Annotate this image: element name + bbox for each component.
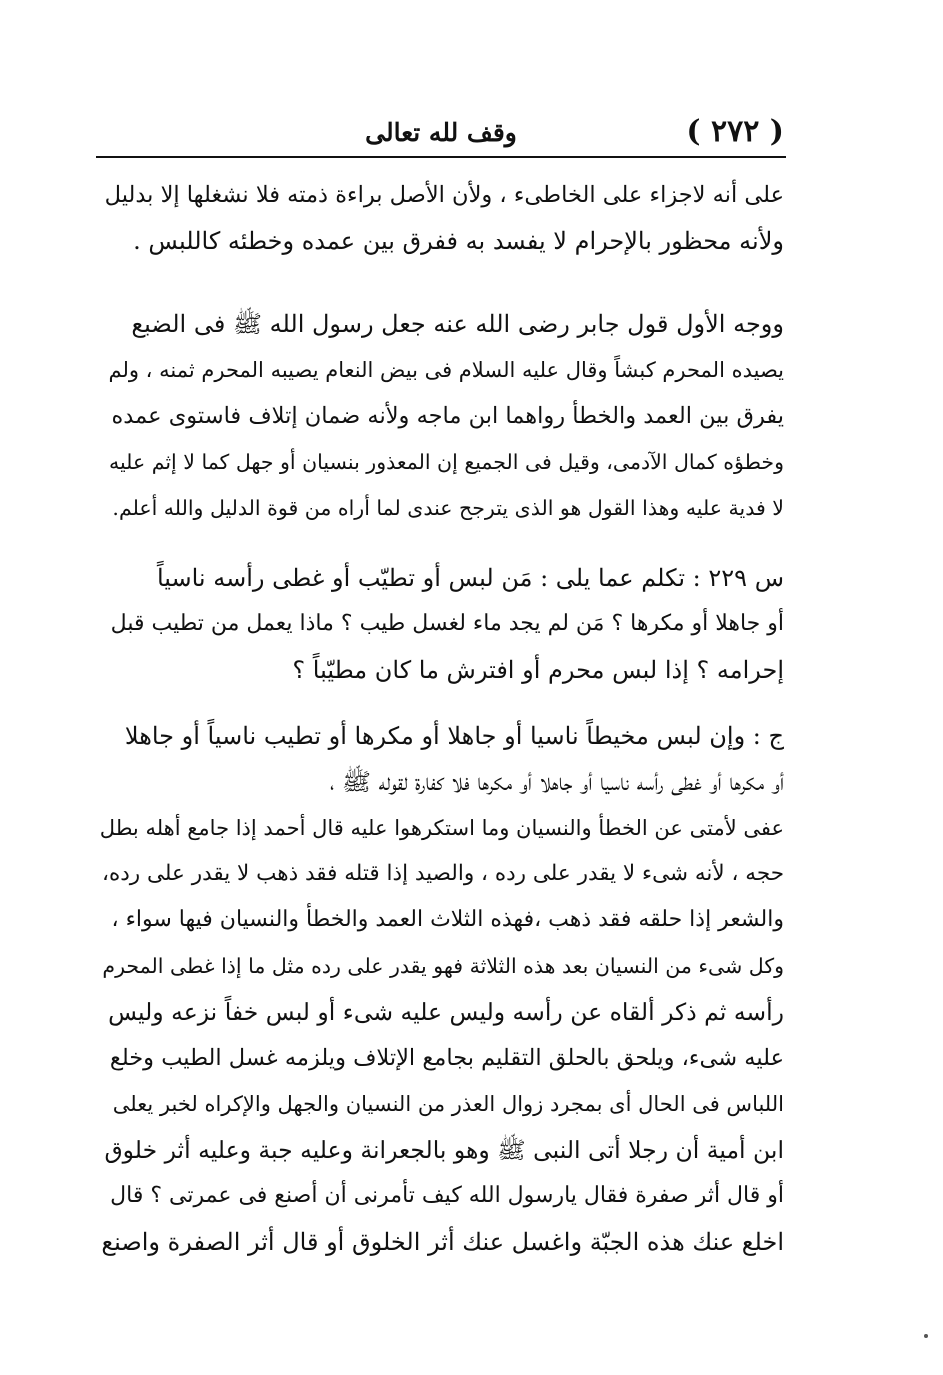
text-line: أو مكرها أو غطى رأسه ناسيا أو جاهلا أو مكرها فلا كفارة لقوله ﷺ ، bbox=[329, 768, 784, 796]
text-line: ابن أمية أن رجلا أتى النبى ﷺ وهو بالجعرانة وعليه جبة وعليه أثر خلوق bbox=[104, 1136, 784, 1164]
answer-229 bbox=[100, 713, 784, 1265]
text-line: إحرامه ؟ إذا لبس محرم أو افترش ما كان مطيّباً ؟ bbox=[292, 656, 784, 684]
text-line: ووجه الأول قول جابر رضى الله عنه جعل رسول الله ﷺ فى الضبع bbox=[131, 310, 784, 338]
text-line: ولأنه محظور بالإحرام لا يفسد به ففرق بين عمده وخطئه كاللبس . bbox=[133, 227, 784, 255]
text-line: يفرق بين العمد والخطأ رواهما ابن ماجه ولأنه ضمان إتلاف فاستوى عمده bbox=[111, 403, 784, 429]
text-line: عليه شىء، ويلحق بالحلق التقليم بجامع الإتلاف ويلزمه غسل الطيب وخلع bbox=[109, 1045, 784, 1071]
page-header bbox=[96, 108, 786, 156]
text-line: س ٢٢٩ : تكلم عما يلى : مَن لبس أو تطيّب أو غطى رأسه ناسياً bbox=[156, 564, 784, 592]
text-line: لا فدية عليه وهذا القول هو الذى يترجح عندى لما أراه من قوة الدليل والله أعلم. bbox=[112, 496, 784, 520]
text-line: على أنه لاجزاء على الخاطىء ، ولأن الأصل براءة ذمته فلا نشغلها إلا بدليل bbox=[104, 182, 784, 208]
text-line: ج : وإن لبس مخيطاً ناسيا أو جاهلا أو مكرها أو تطيب ناسياً أو جاهلا bbox=[124, 722, 784, 750]
text-line: اللباس فى الحال أى بمجرد زوال العذر من النسيان والجهل والإكراه لخبر يعلى bbox=[112, 1092, 784, 1116]
paragraph-intro-end bbox=[100, 172, 784, 264]
header-rule bbox=[96, 156, 786, 158]
text-line: أو جاهلا أو مكرها ؟ مَن لم يجد ماء لغسل طيب ؟ ماذا يعمل من تطيب قبل bbox=[110, 611, 784, 636]
text-line: عفى لأمتى عن الخطأ والنسيان وما استكرهوا عليه قال أحمد إذا جامع أهله بطل bbox=[100, 816, 784, 840]
question-229 bbox=[100, 555, 784, 693]
paragraph-first-view bbox=[100, 301, 784, 531]
page-number: ( ٢٧٢ ) bbox=[686, 114, 784, 149]
text-line: رأسه ثم ذكر ألقاه عن رأسه وليس عليه شىء أو لبس خفاً نزعه وليس bbox=[108, 998, 784, 1026]
text-line: يصيده المحرم كبشاً وقال عليه السلام فى بيض النعام يصيبه المحرم ثمنه ، ولم bbox=[108, 358, 784, 382]
text-line: حجه ، لأنه شىء لا يقدر على رده ، والصيد إذا قتله فقد ذهب لا يقدر على رده، bbox=[102, 861, 784, 886]
text-line: اخلع عنك هذه الجبّة واغسل عنك أثر الخلوق أو قال أثر الصفرة واصنع bbox=[101, 1228, 784, 1256]
text-line: وخطؤه كمال الآدمى، وقيل فى الجميع إن المعذور بنسيان أو جهل كما لا إثم عليه bbox=[108, 450, 784, 474]
text-line: والشعر إذا حلقه فقد ذهب ،فهذه الثلاث العمد والخطأ والنسيان فيها سواء ، bbox=[111, 907, 784, 932]
running-title: وقف لله تعالى bbox=[365, 118, 517, 147]
text-line: أو قال أثر صفرة فقال يارسول الله كيف تأمرنى أن أصنع فى عمرتى ؟ قال bbox=[110, 1183, 784, 1208]
text-line: وكل شىء من النسيان بعد هذه الثلاثة فهو يقدر على رده مثل ما إذا غطى المحرم bbox=[102, 954, 784, 978]
scan-speck bbox=[924, 1334, 928, 1338]
